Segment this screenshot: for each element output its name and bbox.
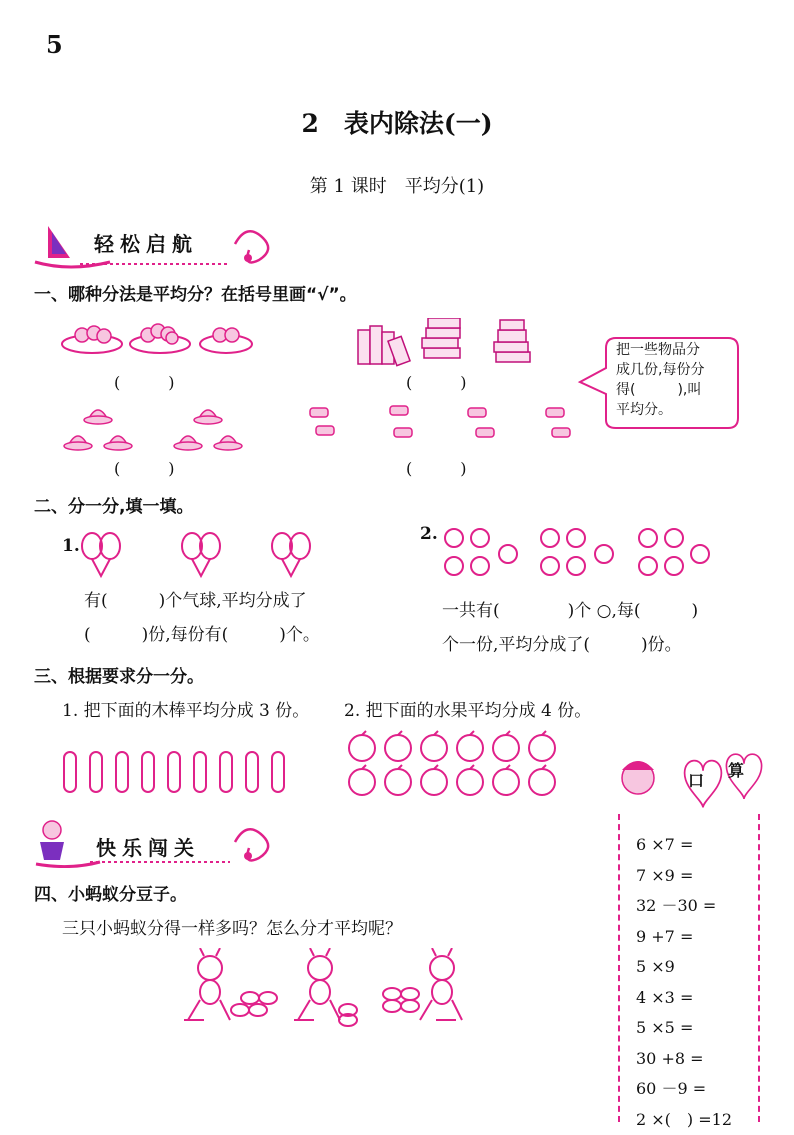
math-item: 7 ×9 = [636,861,732,892]
math-item: 5 ×5 = [636,1013,732,1044]
mental-math-label-left: 口 [688,768,704,791]
happy-pass-banner [30,816,290,868]
bubble-line-1: 把一些物品分 [616,340,742,360]
math-item: 9 +7 = [636,922,732,953]
math-item: 60 －9 = [636,1074,732,1105]
section2-title: 二、分一分,填一填。 [34,492,193,517]
books-icon [354,318,544,368]
lesson-title: 第 1 课时 平均分(1) [0,172,794,198]
speech-bubble-text [616,340,742,420]
sticks-icon [60,748,290,798]
q2-1-line2: ( )份,每份有( )个。 [84,620,320,645]
balloons-icon [80,530,330,580]
math-item: 30 +8 = [636,1044,732,1075]
easy-start-title: 轻松启航 [94,228,198,257]
answer-paren-books[interactable]: ( ) [406,370,467,393]
section1-title: 一、哪种分法是平均分？在括号里画“√”。 [34,280,357,305]
math-item: 6 ×7 = [636,830,732,861]
answer-paren-peaches[interactable]: ( ) [114,370,175,393]
math-item: 2 ×( ) =12 [636,1105,732,1135]
q2-2-line1: 一共有( )个 ○,每( ) [442,596,698,621]
bubble-line-4: 平均分。 [616,400,742,420]
section4-title: 四、小蚂蚁分豆子。 [34,880,187,905]
q3-2: 2. 把下面的水果平均分成 4 份。 [344,696,591,721]
section3-title: 三、根据要求分一分。 [34,662,204,687]
bubble-line-2: 成几份,每份分 [616,360,742,380]
happy-pass-title: 快乐闯关 [96,832,200,861]
circles-icon [440,524,730,584]
peach-plates-icon [60,318,260,358]
ants-icon [180,948,480,1028]
answer-paren-candies[interactable]: ( ) [406,456,467,479]
chapter-title: 2 表内除法(一) [0,104,794,140]
q2-1-line1: 有( )个气球,平均分成了 [84,586,307,611]
apples-icon [344,730,574,800]
q3-1: 1. 把下面的木棒平均分成 3 份。 [62,696,309,721]
math-item: 5 ×9 [636,952,732,983]
hats-icon [62,396,262,456]
mental-math-list [636,830,732,1135]
q4-question: 三只小蚂蚁分得一样多吗？怎么分才平均呢？ [62,914,402,939]
q2-1-number: 1. [62,536,80,556]
math-item: 32 －30 = [636,891,732,922]
page-number: 5 [46,30,63,59]
math-item: 4 ×3 = [636,983,732,1014]
q2-2-number: 2. [420,524,438,544]
q2-2-line2: 个一份,平均分成了( )份。 [442,630,682,655]
answer-paren-hats[interactable]: ( ) [114,456,175,479]
easy-start-banner [30,218,290,270]
bubble-line-3: 得( ),叫 [616,380,742,400]
mental-math-label-right: 算 [728,758,744,781]
candies-icon [306,404,576,444]
